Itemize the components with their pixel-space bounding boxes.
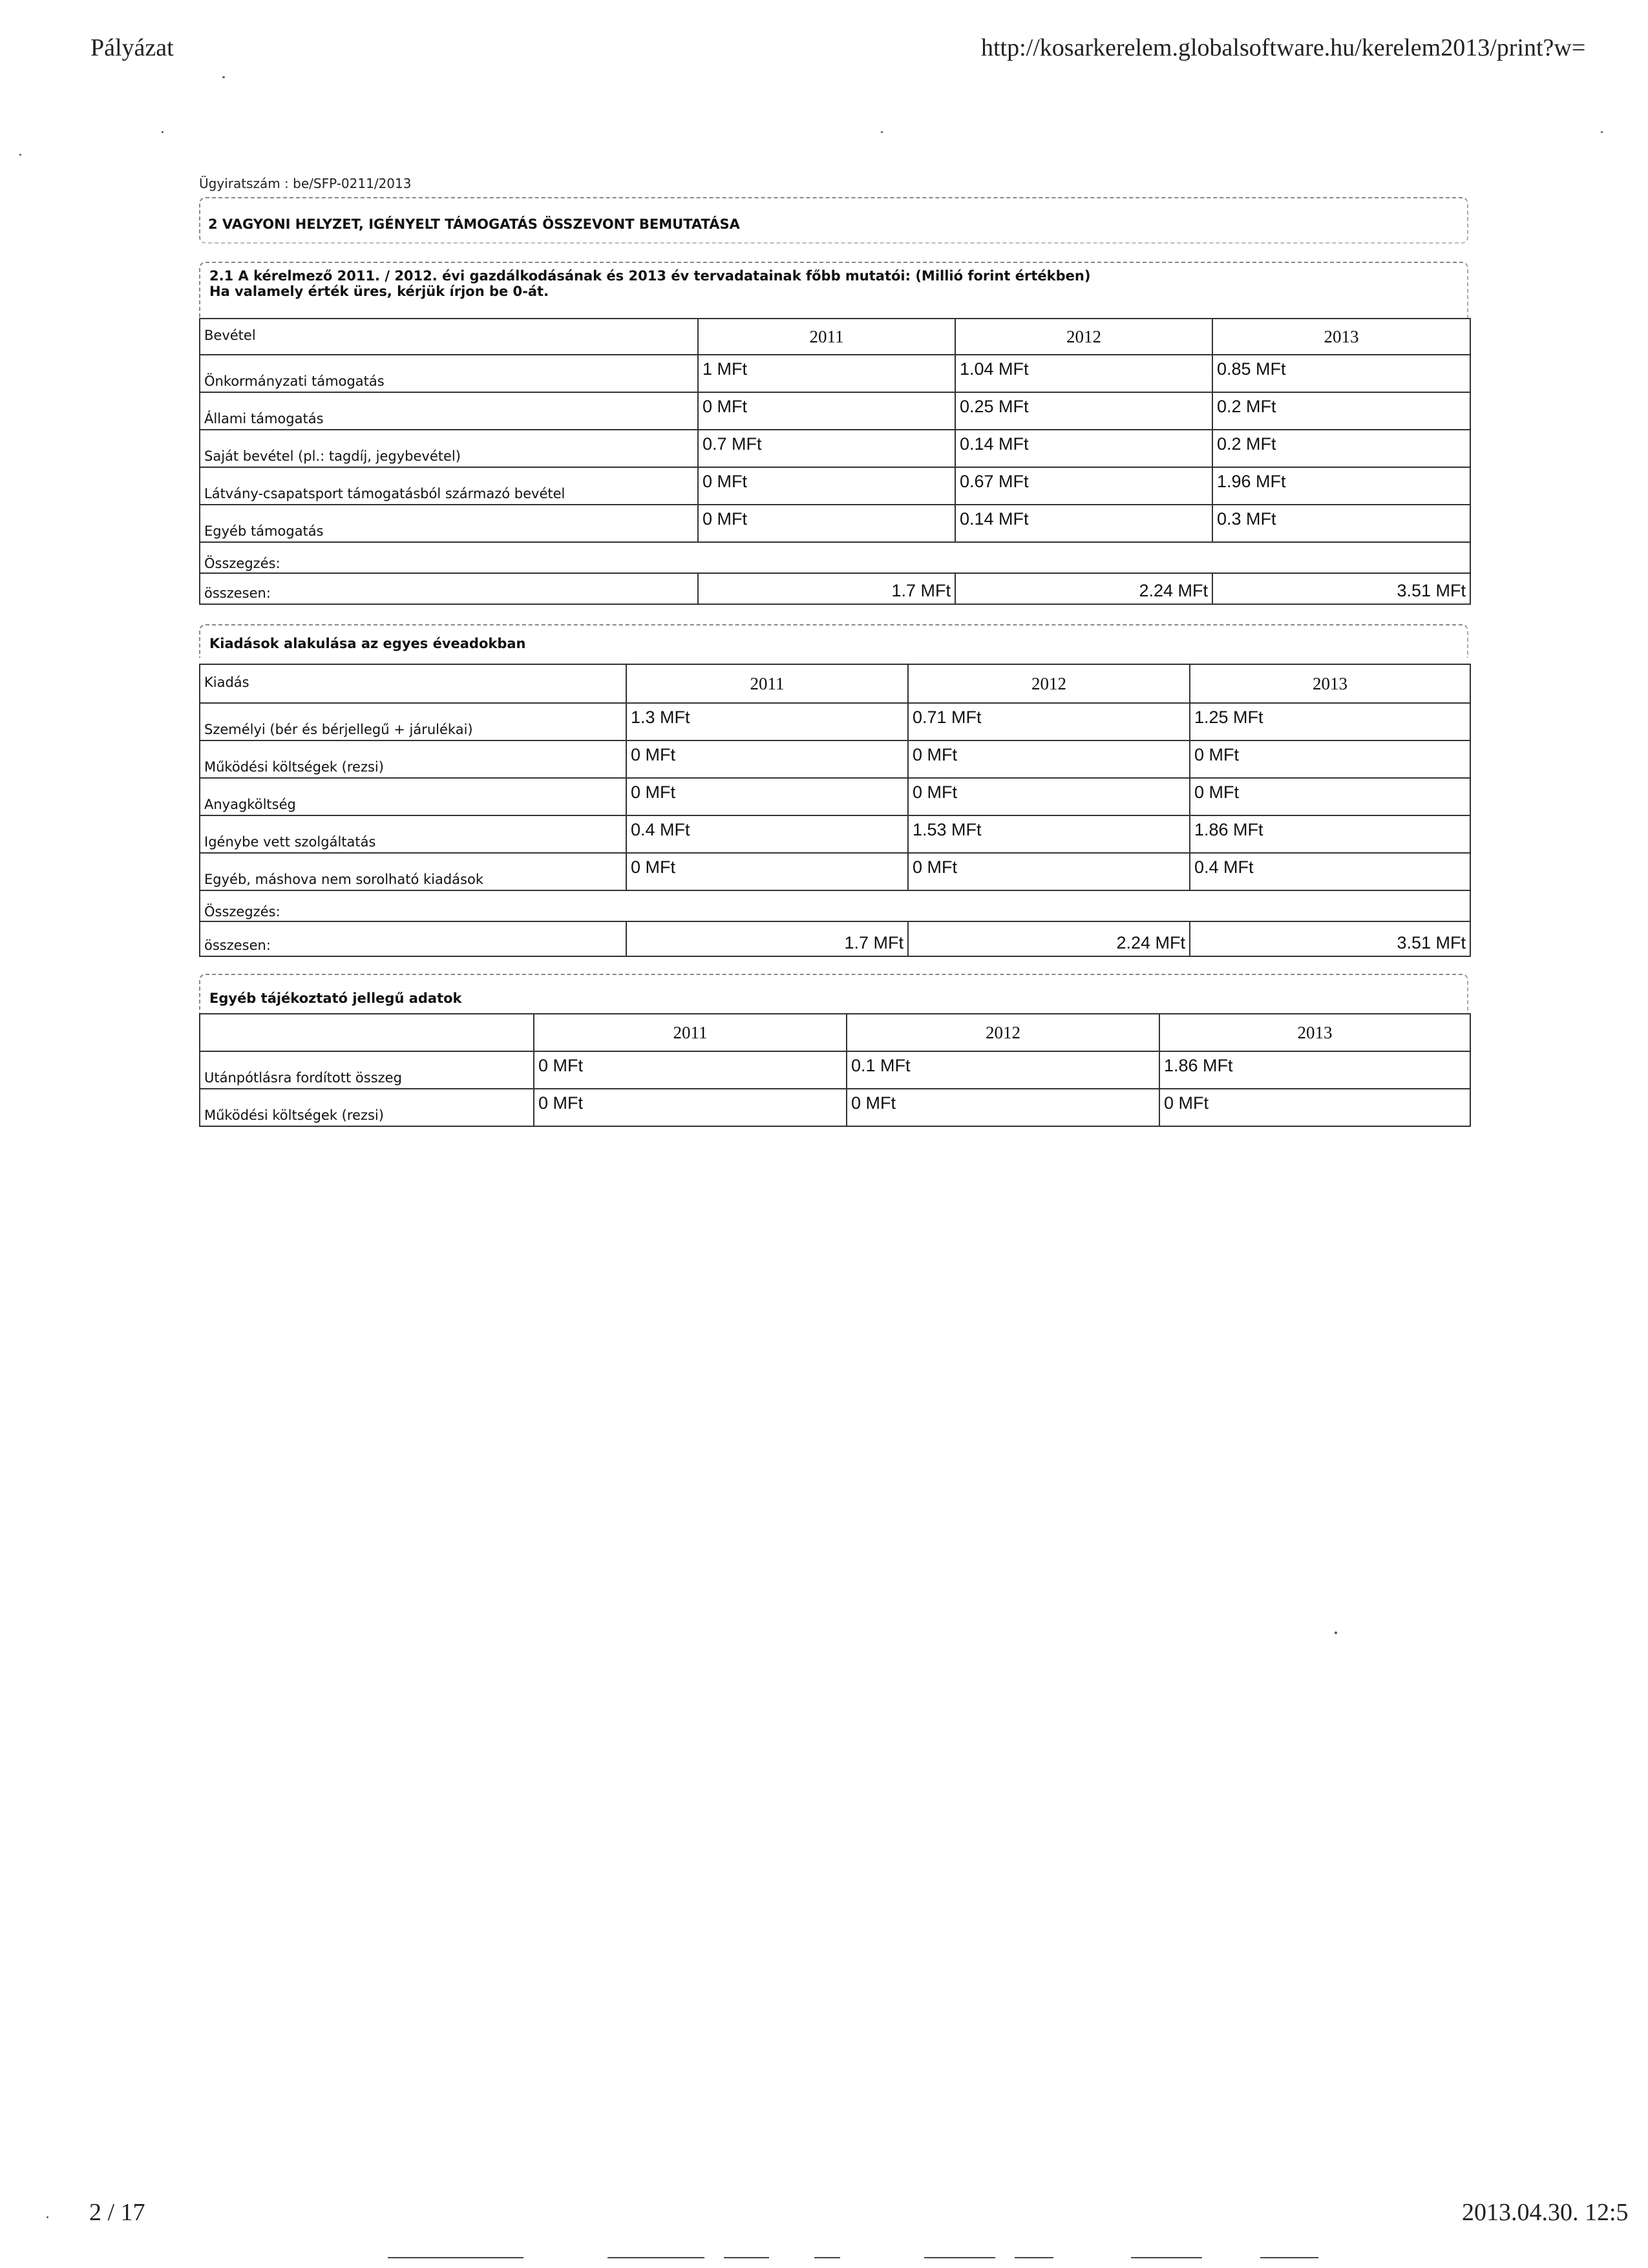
- expenses-title-text: Kiadások alakulása az egyes éveadokban: [209, 636, 526, 651]
- cell-value: 0 MFt: [626, 853, 908, 890]
- cell-value: 1.3 MFt: [626, 703, 908, 740]
- scan-edge-line: [814, 2257, 840, 2258]
- intro-line-2: Ha valamely érték üres, kérjük írjon be 0-át.: [209, 284, 549, 299]
- cell-value: 0 MFt: [1190, 778, 1470, 815]
- row-label: Állami támogatás: [200, 392, 698, 430]
- cell-value: 0.14 MFt: [955, 430, 1212, 467]
- total-label: összesen:: [200, 573, 698, 604]
- scan-speck: [1335, 1632, 1337, 1634]
- table-row: [200, 505, 1470, 542]
- scan-edge-line: [1015, 2257, 1053, 2258]
- row-label: Egyéb, máshova nem sorolható kiadások: [200, 853, 626, 890]
- cell-value: 0 MFt: [698, 467, 955, 505]
- cell-value: 0 MFt: [847, 1089, 1159, 1126]
- row-label: Működési költségek (rezsi): [200, 1089, 534, 1126]
- print-footer-datetime: 2013.04.30. 12:5: [1462, 2199, 1629, 2226]
- row-label: Személyi (bér és bérjellegű + járulékai): [200, 703, 626, 740]
- cell-value: 0.4 MFt: [626, 815, 908, 853]
- print-header-title: Pályázat: [90, 34, 174, 61]
- print-footer-page: 2 / 17: [89, 2199, 145, 2226]
- summary-label: Összegzés:: [200, 542, 1470, 573]
- table-row: [200, 1051, 1470, 1089]
- summary-row: [200, 890, 1470, 921]
- table-row: [200, 430, 1470, 467]
- row-label: Egyéb támogatás: [200, 505, 698, 542]
- print-header-url: http://kosarkerelem.globalsoftware.hu/kerelem2013/print?w=: [981, 34, 1586, 61]
- income-header-label: Bevétel: [200, 319, 698, 355]
- other-info-header-label: [200, 1014, 534, 1051]
- total-value: 1.7 MFt: [626, 921, 908, 956]
- cell-value: 0 MFt: [1190, 740, 1470, 778]
- scan-edge-line: [724, 2257, 769, 2258]
- intro-block: [199, 262, 1468, 319]
- cell-value: 0.3 MFt: [1212, 505, 1470, 542]
- income-header-row: [200, 319, 1470, 355]
- total-value: 1.7 MFt: [698, 573, 955, 604]
- other-info-year-2012: 2012: [847, 1014, 1159, 1051]
- cell-value: 1.96 MFt: [1212, 467, 1470, 505]
- cell-value: 0 MFt: [908, 853, 1190, 890]
- table-row: [200, 815, 1470, 853]
- income-year-2012: 2012: [955, 319, 1212, 355]
- row-label: Utánpótlásra fordított összeg: [200, 1051, 534, 1089]
- cell-value: 1 MFt: [698, 355, 955, 392]
- scan-edge-line: [1131, 2257, 1202, 2258]
- cell-value: 1.86 MFt: [1159, 1051, 1470, 1089]
- cell-value: 0 MFt: [626, 740, 908, 778]
- row-label: Működési költségek (rezsi): [200, 740, 626, 778]
- other-info-title-text: Egyéb tájékoztató jellegű adatok: [209, 991, 462, 1006]
- row-label: Igénybe vett szolgáltatás: [200, 815, 626, 853]
- cell-value: 1.25 MFt: [1190, 703, 1470, 740]
- total-label: összesen:: [200, 921, 626, 956]
- other-info-year-2013: 2013: [1159, 1014, 1470, 1051]
- cell-value: 0.7 MFt: [698, 430, 955, 467]
- cell-value: 0 MFt: [1159, 1089, 1470, 1126]
- scan-speck: [222, 76, 225, 78]
- scan-speck: [162, 131, 164, 133]
- scan-speck: [47, 2216, 48, 2218]
- expenses-header-label: Kiadás: [200, 664, 626, 703]
- expenses-year-2011: 2011: [626, 664, 908, 703]
- intro-line-1: 2.1 A kérelmező 2011. / 2012. évi gazdálkodásának és 2013 év tervadatainak főbb mutatói: (Millió forint értékben): [209, 268, 1091, 284]
- cell-value: 0.1 MFt: [847, 1051, 1159, 1089]
- cell-value: 0.71 MFt: [908, 703, 1190, 740]
- document-reference: Ügyiratszám : be/SFP-0211/2013: [199, 176, 412, 191]
- scan-speck: [19, 154, 21, 156]
- cell-value: 0 MFt: [626, 778, 908, 815]
- scan-speck: [881, 131, 883, 133]
- cell-value: 0 MFt: [534, 1051, 847, 1089]
- cell-value: 0.2 MFt: [1212, 430, 1470, 467]
- scan-edge-line: [1260, 2257, 1318, 2258]
- cell-value: 1.53 MFt: [908, 815, 1190, 853]
- other-info-title: [199, 974, 1468, 1014]
- row-label: Saját bevétel (pl.: tagdíj, jegybevétel): [200, 430, 698, 467]
- section-title: [199, 197, 1468, 244]
- income-year-2013: 2013: [1212, 319, 1470, 355]
- cell-value: 1.86 MFt: [1190, 815, 1470, 853]
- other-info-year-2011: 2011: [534, 1014, 847, 1051]
- total-value: 2.24 MFt: [955, 573, 1212, 604]
- row-label: Anyagköltség: [200, 778, 626, 815]
- table-row: [200, 703, 1470, 740]
- table-row: [200, 778, 1470, 815]
- cell-value: 0 MFt: [908, 740, 1190, 778]
- cell-value: 0 MFt: [698, 392, 955, 430]
- row-label: Önkormányzati támogatás: [200, 355, 698, 392]
- total-value: 3.51 MFt: [1212, 573, 1470, 604]
- total-row: [200, 921, 1470, 956]
- other-info-table: [199, 1013, 1471, 1127]
- scan-edge-line: [388, 2257, 523, 2258]
- total-value: 3.51 MFt: [1190, 921, 1470, 956]
- expenses-year-2012: 2012: [908, 664, 1190, 703]
- cell-value: 0 MFt: [534, 1089, 847, 1126]
- expenses-year-2013: 2013: [1190, 664, 1470, 703]
- cell-value: 0.25 MFt: [955, 392, 1212, 430]
- cell-value: 0.14 MFt: [955, 505, 1212, 542]
- cell-value: 0.67 MFt: [955, 467, 1212, 505]
- table-row: [200, 1089, 1470, 1126]
- summary-label: Összegzés:: [200, 890, 1470, 921]
- table-row: [200, 740, 1470, 778]
- summary-row: [200, 542, 1470, 573]
- scan-edge-line: [924, 2257, 995, 2258]
- table-row: [200, 392, 1470, 430]
- cell-value: 0.85 MFt: [1212, 355, 1470, 392]
- income-year-2011: 2011: [698, 319, 955, 355]
- row-label: Látvány-csapatsport támogatásból származó bevétel: [200, 467, 698, 505]
- expenses-table: [199, 664, 1471, 957]
- cell-value: 0.4 MFt: [1190, 853, 1470, 890]
- total-value: 2.24 MFt: [908, 921, 1190, 956]
- scan-edge-line: [607, 2257, 704, 2258]
- cell-value: 1.04 MFt: [955, 355, 1212, 392]
- expenses-header-row: [200, 664, 1470, 703]
- scan-speck: [1601, 131, 1603, 133]
- cell-value: 0.2 MFt: [1212, 392, 1470, 430]
- section-title-text: 2 VAGYONI HELYZET, IGÉNYELT TÁMOGATÁS ÖSSZEVONT BEMUTATÁSA: [208, 216, 740, 232]
- total-row: [200, 573, 1470, 604]
- table-row: [200, 355, 1470, 392]
- other-info-header-row: [200, 1014, 1470, 1051]
- expenses-title: [199, 624, 1468, 658]
- cell-value: 0 MFt: [908, 778, 1190, 815]
- table-row: [200, 853, 1470, 890]
- table-row: [200, 467, 1470, 505]
- cell-value: 0 MFt: [698, 505, 955, 542]
- income-table: [199, 318, 1471, 605]
